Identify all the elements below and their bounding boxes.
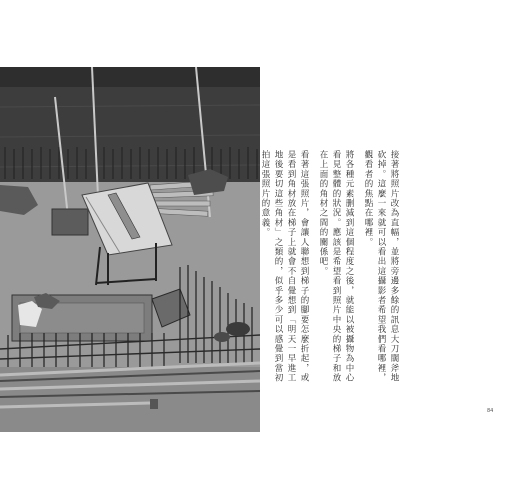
construction-site-illustration: [0, 67, 260, 432]
paragraph-2: 將各種元素删減到這個程度之後，就能以被攝物為中心看見整體的狀況。應該是希望看到照片中央的梯子和放在上面的角材之間的關係吧。: [318, 150, 354, 383]
paragraph-3: 看著這張照片，會讓人聯想到梯子的腳要怎麼折起，或是看到角材放在梯子上就會不自覺想到「明天一早進工地後要切這些角材」之類的，似乎多少可以感覺到當初拍這張照片的意義。: [260, 150, 309, 383]
vertical-body-text: [258, 150, 400, 390]
paragraph-1: 接著將照片改為直幅，並將旁邊多餘的訊息大刀闊斧地砍掉。這麼一來就可以看出這攝影者希望我們看哪裡，觀看者的焦點在哪裡。: [363, 150, 399, 383]
page-number: 84: [487, 408, 494, 414]
construction-site-photo: [0, 67, 260, 432]
